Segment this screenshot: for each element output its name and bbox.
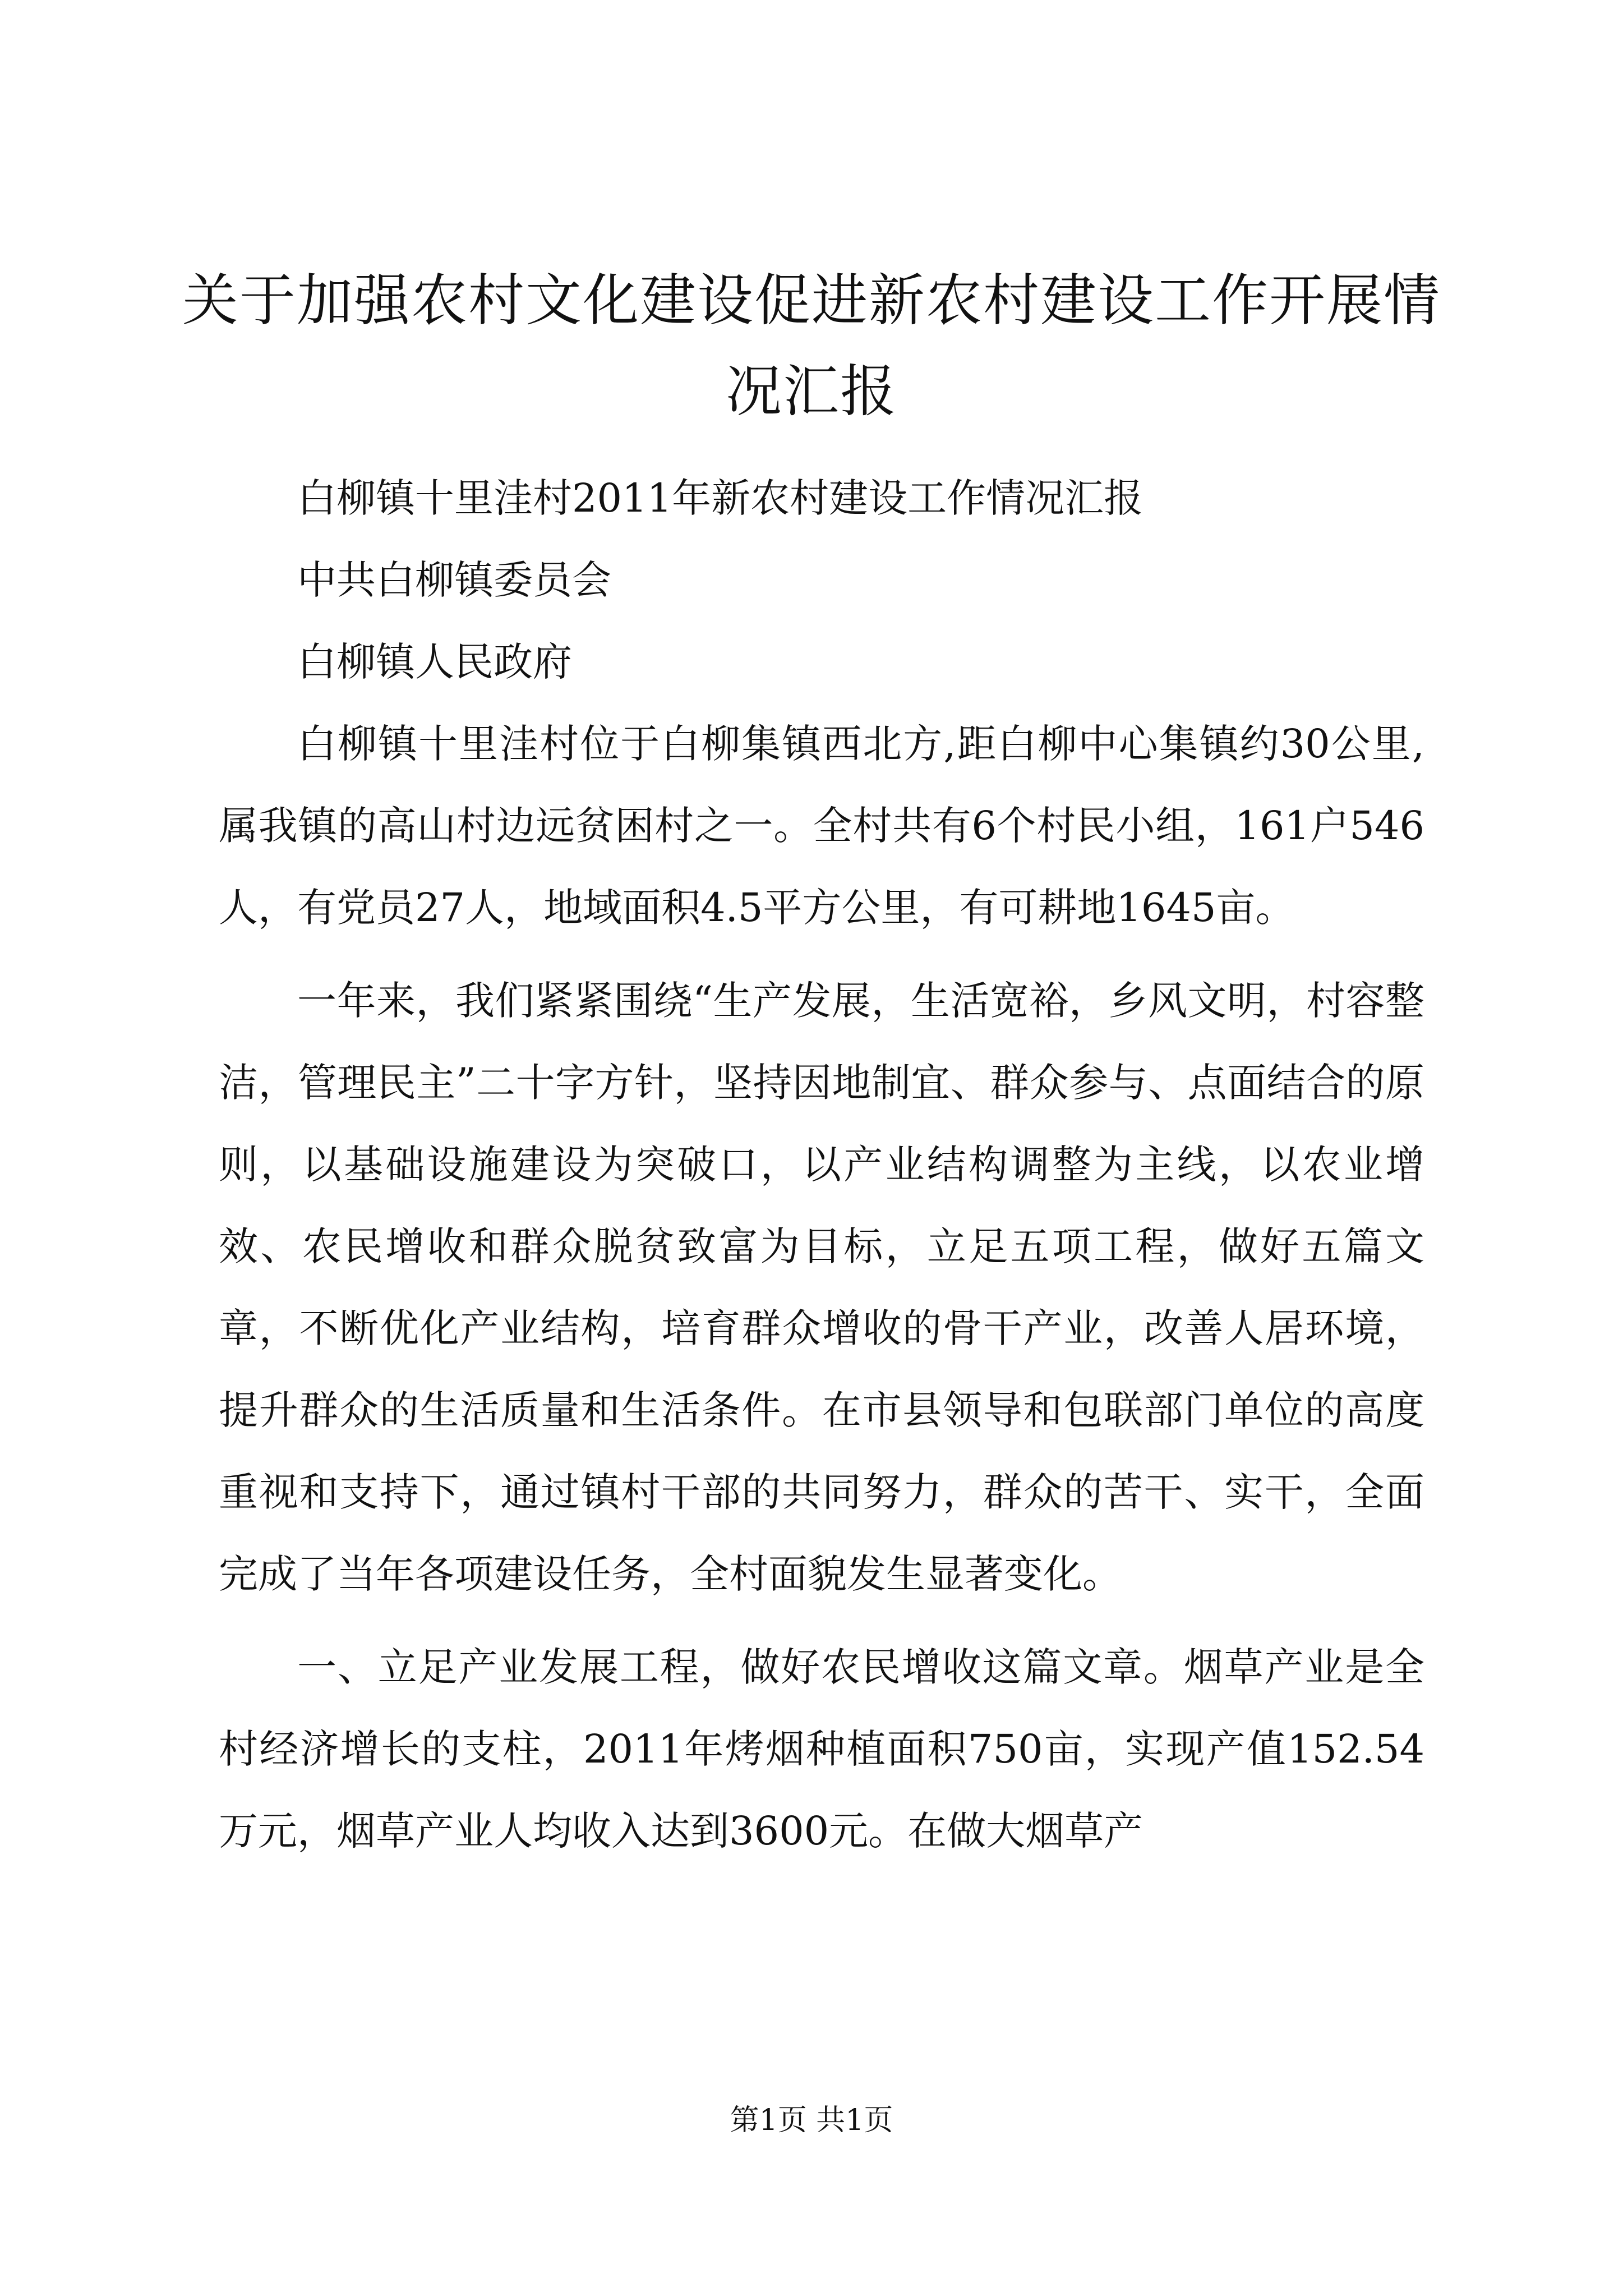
issuer-party-committee: 中共白柳镇委员会 bbox=[297, 557, 611, 603]
page-footer: 第1页 共1页 bbox=[730, 2104, 893, 2137]
report-subtitle: 白柳镇十里洼村2011年新农村建设工作情况汇报 bbox=[297, 475, 1144, 521]
paragraph-industry-development: 一、立足产业发展工程，做好农民增收这篇文章。烟草产业是全村经济增长的支柱，2011年烤烟种植面积750亩，实现产值152.54万元，烟草产业人均收入达到3600元。在做大烟草产 bbox=[219, 1644, 1424, 1854]
paragraph-annual-summary: 一年来，我们紧紧围绕“生产发展，生活宽裕，乡风文明，村容整洁，管理民主”二十字方针，坚持因地制宜、群众参与、点面结合的原则，以基础设施建设为突破口，以产业结构调整为主线，以农业增效、农民增收和群众脱贫致富为目标，立足五项工程，做好五篇文章，不断优化产业结构，培育群众增收的骨干产业，改善人居环境，提升群众的生活质量和生活条件。在市县领导和包联部门单位的高度重视和支持下，通过镇村干部的共同努力，群众的苦干、实干，全面完成了当年各项建设任务，全村面貌发生显著变化。 bbox=[219, 978, 1424, 1597]
document-title: 关于加强农村文化建设促进新农村建设工作开展情况汇报 bbox=[182, 268, 1441, 424]
issuer-government: 白柳镇人民政府 bbox=[297, 639, 572, 685]
paragraph-village-profile: 白柳镇十里洼村位于白柳集镇西北方,距白柳中心集镇约30公里,属我镇的高山村边远贫困村之一。全村共有6个村民小组，161户546人，有党员27人，地域面积4.5平方公里，有可耕地1645亩。 bbox=[219, 721, 1424, 931]
document-body bbox=[219, 457, 1424, 1872]
